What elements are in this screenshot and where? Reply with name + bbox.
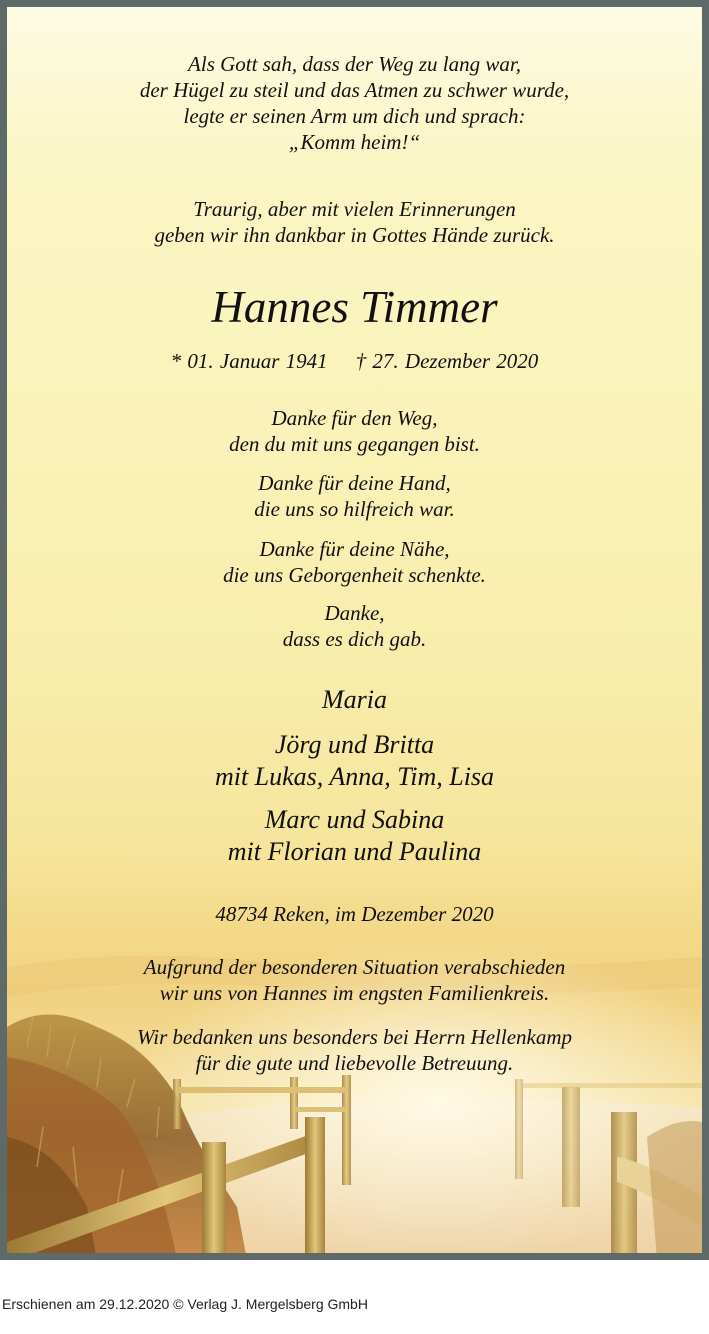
opening-poem — [7, 51, 702, 155]
verse-line: Danke, — [324, 601, 385, 625]
life-dates — [7, 347, 702, 375]
mourning-statement — [7, 196, 702, 248]
verse-line: dass es dich gab. — [282, 627, 427, 651]
poem-line: „Komm heim!“ — [288, 130, 421, 154]
verse-line: den du mit uns gegangen bist. — [229, 432, 480, 456]
verse-line: Danke für deine Hand, — [258, 471, 451, 495]
thanks-verse — [7, 600, 702, 652]
statement-line: Traurig, aber mit vielen Erinnerungen — [193, 197, 516, 221]
poem-line: Als Gott sah, dass der Weg zu lang war, — [188, 52, 521, 76]
birth-date: * 01. Januar 1941 — [170, 349, 328, 373]
funeral-note — [7, 954, 702, 1006]
family-line: Marc und Sabina — [264, 805, 445, 834]
thanks-verse — [7, 405, 702, 457]
note-line: Wir bedanken uns besonders bei Herrn Hellenkamp — [136, 1025, 573, 1049]
note-line: für die gute und liebevolle Betreuung. — [195, 1051, 514, 1075]
family-member — [7, 804, 702, 868]
verse-line: Danke für deine Nähe, — [259, 537, 450, 561]
family-line: Jörg und Britta — [274, 730, 435, 759]
note-line: wir uns von Hannes im engsten Familienkreis. — [159, 981, 550, 1005]
verse-line: die uns Geborgenheit schenkte. — [223, 563, 486, 587]
thanks-note — [7, 1024, 702, 1076]
publication-footer: Erschienen am 29.12.2020 © Verlag J. Mergelsberg GmbH — [2, 1296, 368, 1312]
family-line: Maria — [322, 685, 387, 714]
family-member — [7, 729, 702, 793]
thanks-verse — [7, 536, 702, 588]
statement-line: geben wir ihn dankbar in Gottes Hände zurück. — [154, 223, 555, 247]
verse-line: Danke für den Weg, — [271, 406, 438, 430]
verse-line: die uns so hilfreich war. — [254, 497, 455, 521]
deceased-name: Hannes Timmer — [211, 282, 498, 332]
place-date: 48734 Reken, im Dezember 2020 — [215, 902, 494, 926]
poem-line: legte er seinen Arm um dich und sprach: — [183, 104, 526, 128]
family-line: mit Lukas, Anna, Tim, Lisa — [214, 762, 495, 791]
thanks-verse — [7, 470, 702, 522]
family-line: mit Florian und Paulina — [227, 837, 482, 866]
note-line: Aufgrund der besonderen Situation verabschieden — [143, 955, 566, 979]
family-member — [7, 684, 702, 716]
death-date: † 27. Dezember 2020 — [355, 349, 539, 373]
poem-line: der Hügel zu steil und das Atmen zu schwer wurde, — [139, 78, 570, 102]
